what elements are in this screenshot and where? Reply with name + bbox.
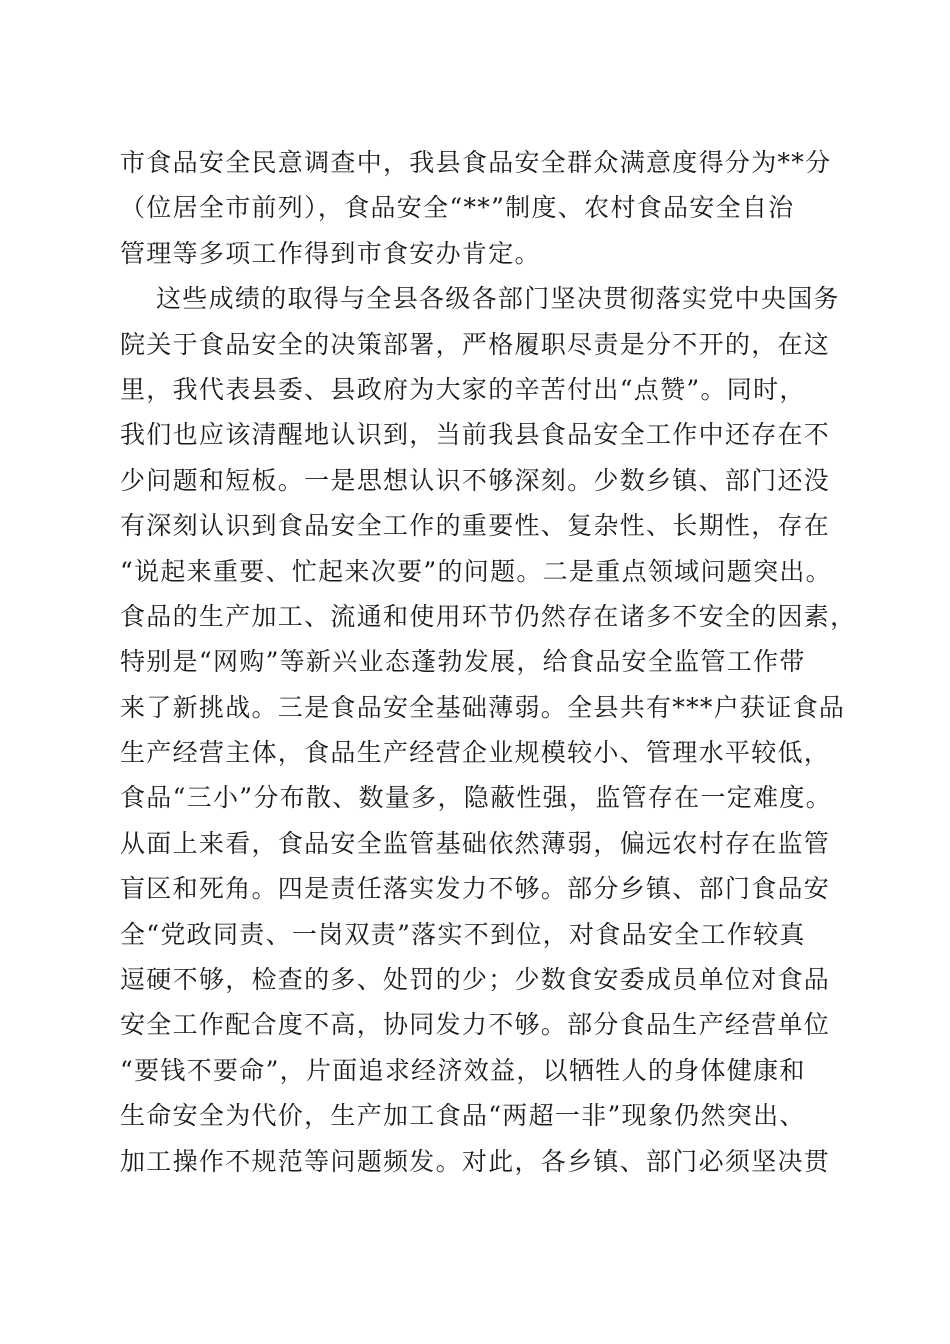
body-text [120,140,857,1184]
text-line: 全“党政同责、一岗双责”落实不到位，对食品安全工作较真 [120,919,806,949]
text-line: 生产经营主体，食品生产经营企业规模较小、管理水平较低， [120,738,831,768]
text-line: （位居全市前列），食品安全“**”制度、农村食品安全自治 [120,193,795,223]
text-line: 安全工作配合度不高，协同发力不够。部分食品生产经营单位 [120,1010,831,1040]
text-line: 管理等多项工作得到市食安办肯定。 [120,238,541,268]
text-line: 我们也应该清醒地认识到，当前我县食品安全工作中还存在不 [120,420,831,450]
text-line: 有深刻认识到食品安全工作的重要性、复杂性、长期性，存在 [120,511,831,541]
text-line: 从面上来看，食品安全监管基础依然薄弱，偏远农村存在监管 [120,828,831,858]
text-line: 盲区和死角。四是责任落实发力不够。部分乡镇、部门食品安 [120,874,831,904]
text-line: “要钱不要命”，片面追求经济效益，以牺牲人的身体健康和 [120,1055,806,1085]
text-line: 食品的生产加工、流通和使用环节仍然存在诸多不安全的因素， [120,601,857,631]
text-line: 市食品安全民意调查中，我县食品安全群众满意度得分为**分 [120,148,832,177]
text-line: 加工操作不规范等问题频发。对此，各乡镇、部门必须坚决贯 [120,1146,831,1176]
paragraph-start-line: 这些成绩的取得与全县各级各部门坚决贯彻落实党中央国务 [156,284,840,314]
text-line: 院关于食品安全的决策部署，严格履职尽责是分不开的，在这 [120,329,831,359]
text-line: 特别是“网购”等新兴业态蓬勃发展，给食品安全监管工作带 [120,647,806,677]
text-line: 里，我代表县委、县政府为大家的辛苦付出“点赞”。同时， [120,374,806,404]
text-line: “说起来重要、忙起来次要”的问题。二是重点领域问题突出。 [120,556,832,586]
text-line: 来了新挑战。三是食品安全基础薄弱。全县共有***户获证食品 [120,692,846,722]
text-line: 少问题和短板。一是思想认识不够深刻。少数乡镇、部门还没 [120,465,831,495]
text-line: 食品“三小”分布散、数量多，隐蔽性强，监管存在一定难度。 [120,783,832,813]
text-line: 生命安全为代价，生产加工食品“两超一非”现象仍然突出、 [120,1101,806,1131]
text-line: 逗硬不够，检查的多、处罚的少；少数食安委成员单位对食品 [120,965,831,995]
